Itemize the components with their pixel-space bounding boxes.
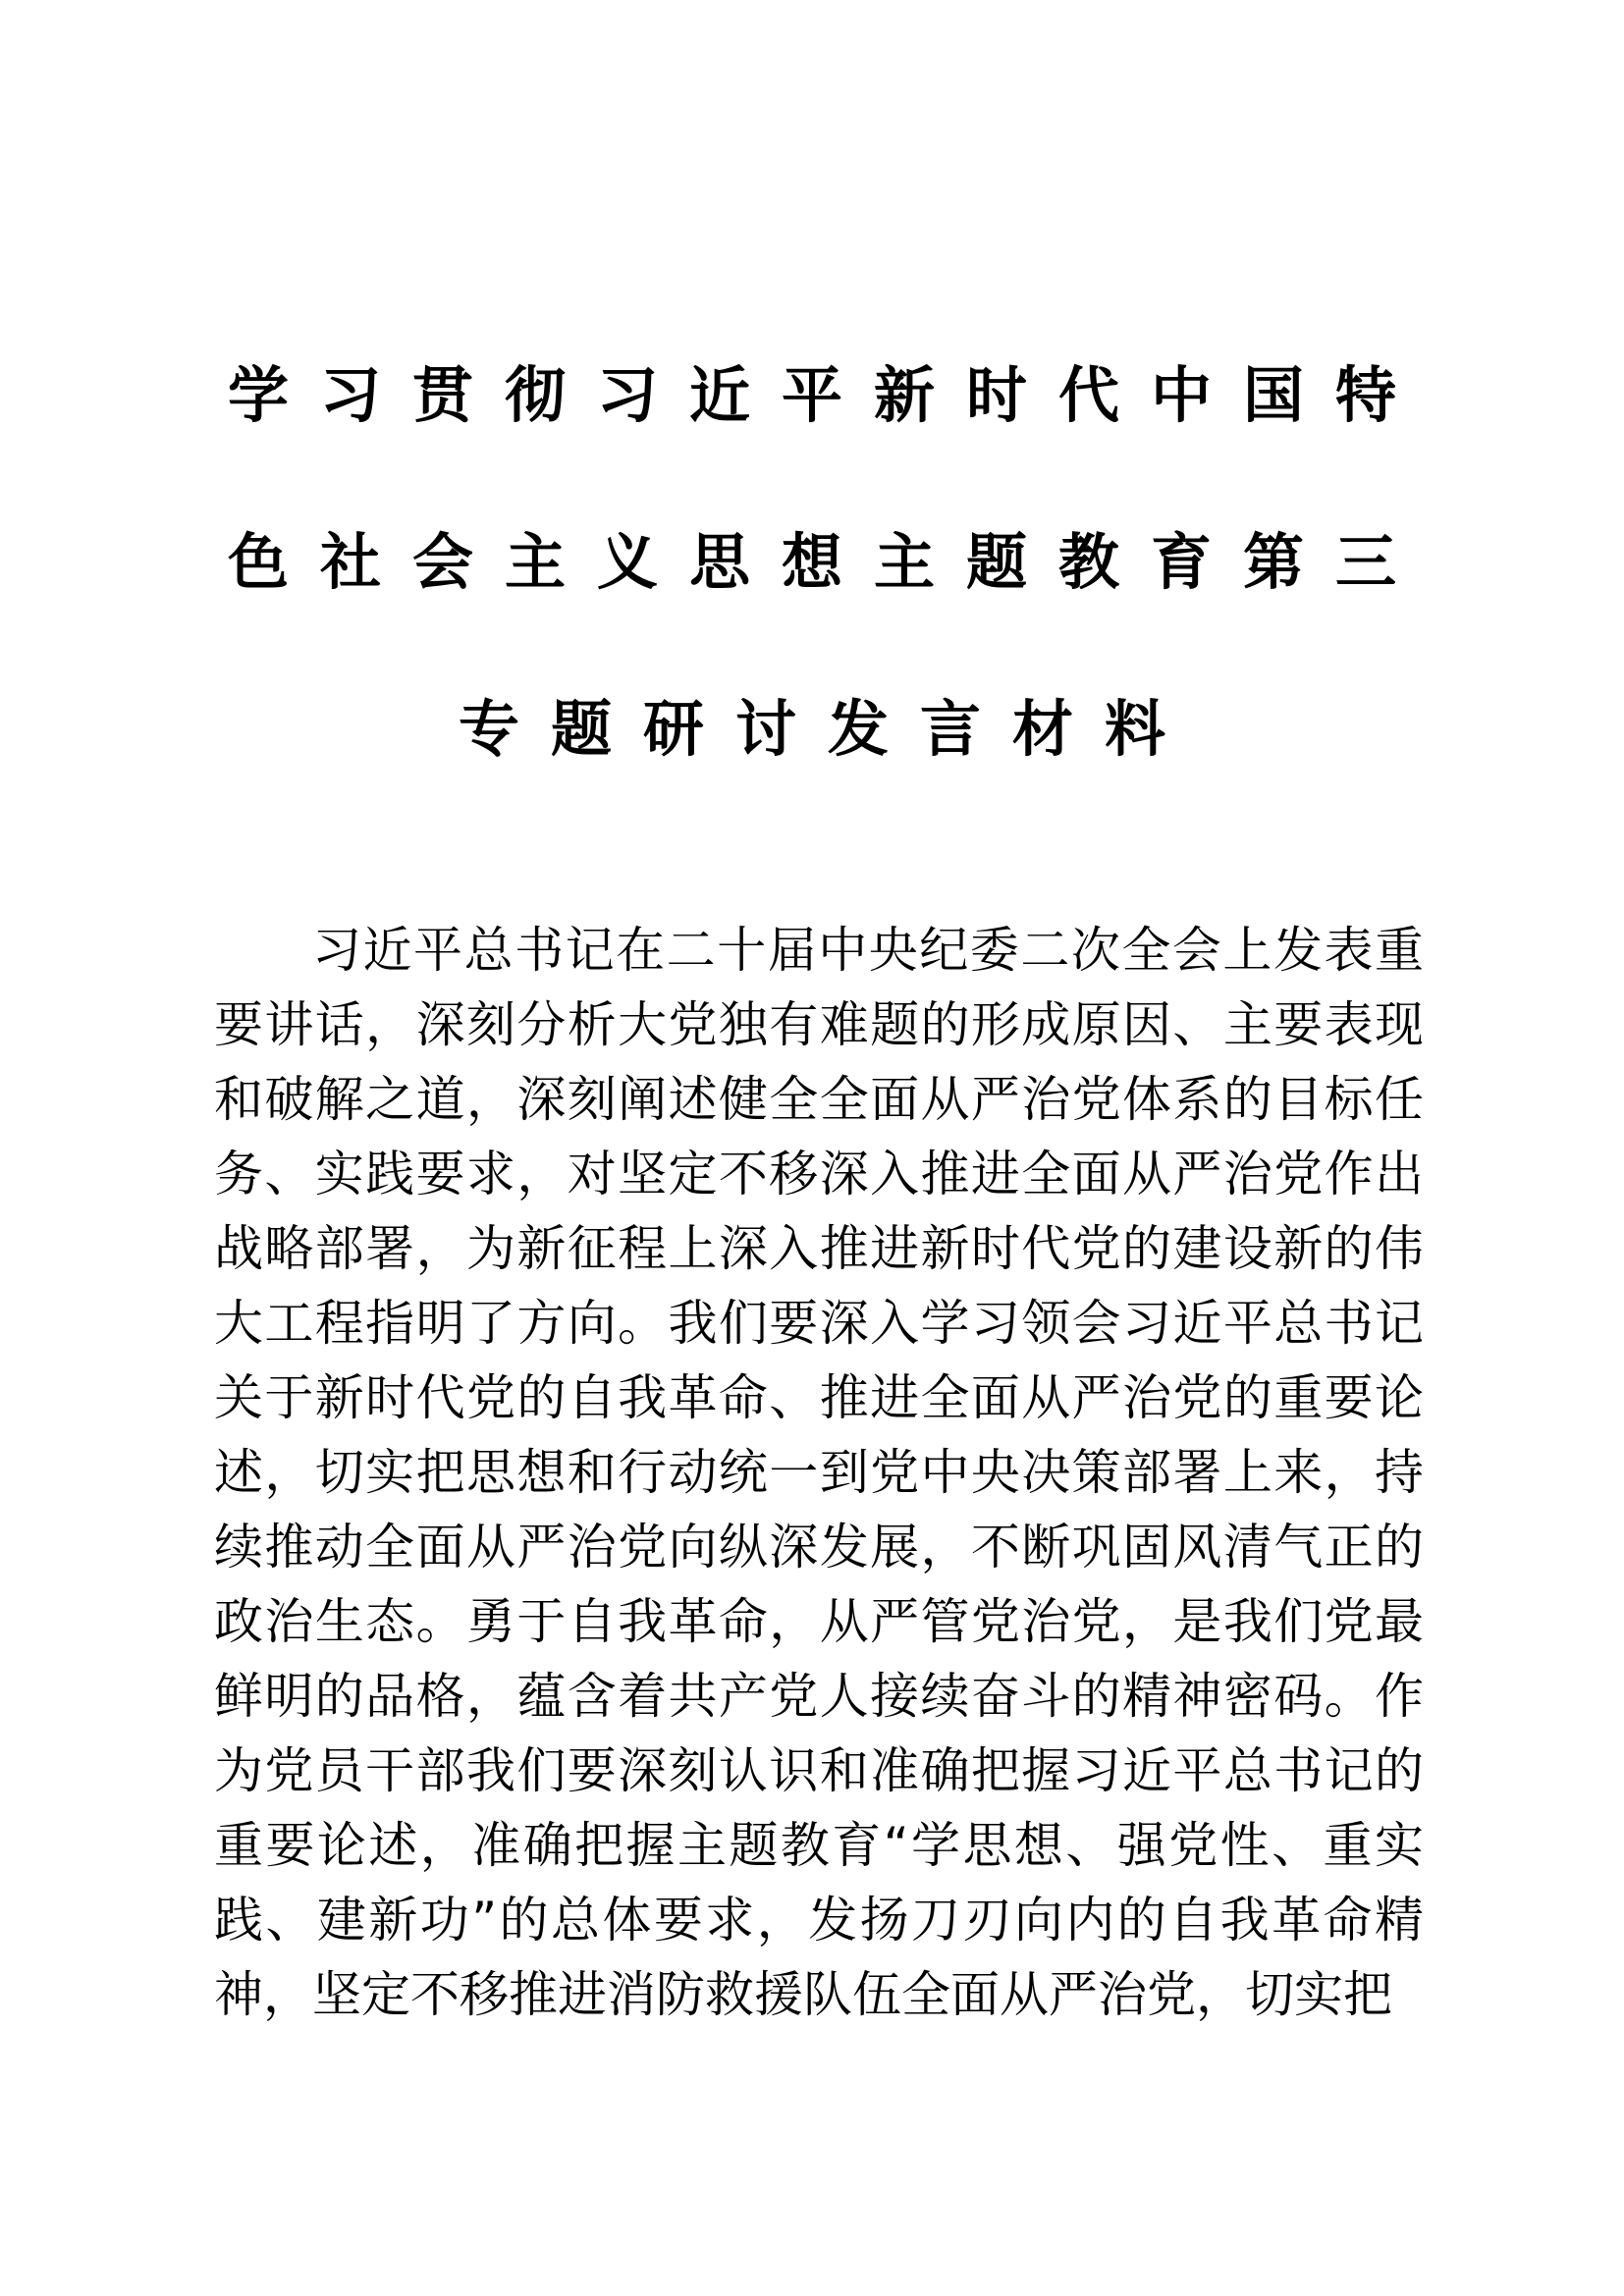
document-body: [214, 913, 1424, 2032]
title-line-1: 学习贯彻习近平新时代中国特: [227, 359, 1428, 431]
body-paragraph-1: 习近平总书记在二十届中央纪委二次全会上发表重要讲话，深刻分析大党独有难题的形成原因、主要表现和破解之道，深刻阐述健全全面从严治党体系的目标任务、实践要求，对坚定不移深入推进全面从严治党作出战略部署，为新征程上深入推进新时代党的建设新的伟大工程指明了方向。我们要深入学习领会习近平总书记关于新时代党的自我革命、推进全面从严治党的重要论述，切实把思想和行动统一到党中央决策部署上来，持续推动全面从严治党向纵深发展，不断巩固风清气正的政治生态。勇于自我革命，从严管党治党，是我们党最鲜明的品格，蕴含着共产党人接续奋斗的精神密码。作为党员干部我们要深刻认识和准确把握习近平总书记的重要论述，准确把握主题教育“学思想、强党性、重实践、建新功”的总体要求，发扬刀刃向内的自我革命精神，坚定不移推进消防救援队伍全面从严治党，切实把: [214, 922, 1424, 2023]
title-line-3: 专题研讨发言材料: [458, 693, 1197, 765]
document-title: [0, 312, 1624, 813]
title-line-2: 色社会主义思想主题教育第三: [227, 526, 1428, 598]
